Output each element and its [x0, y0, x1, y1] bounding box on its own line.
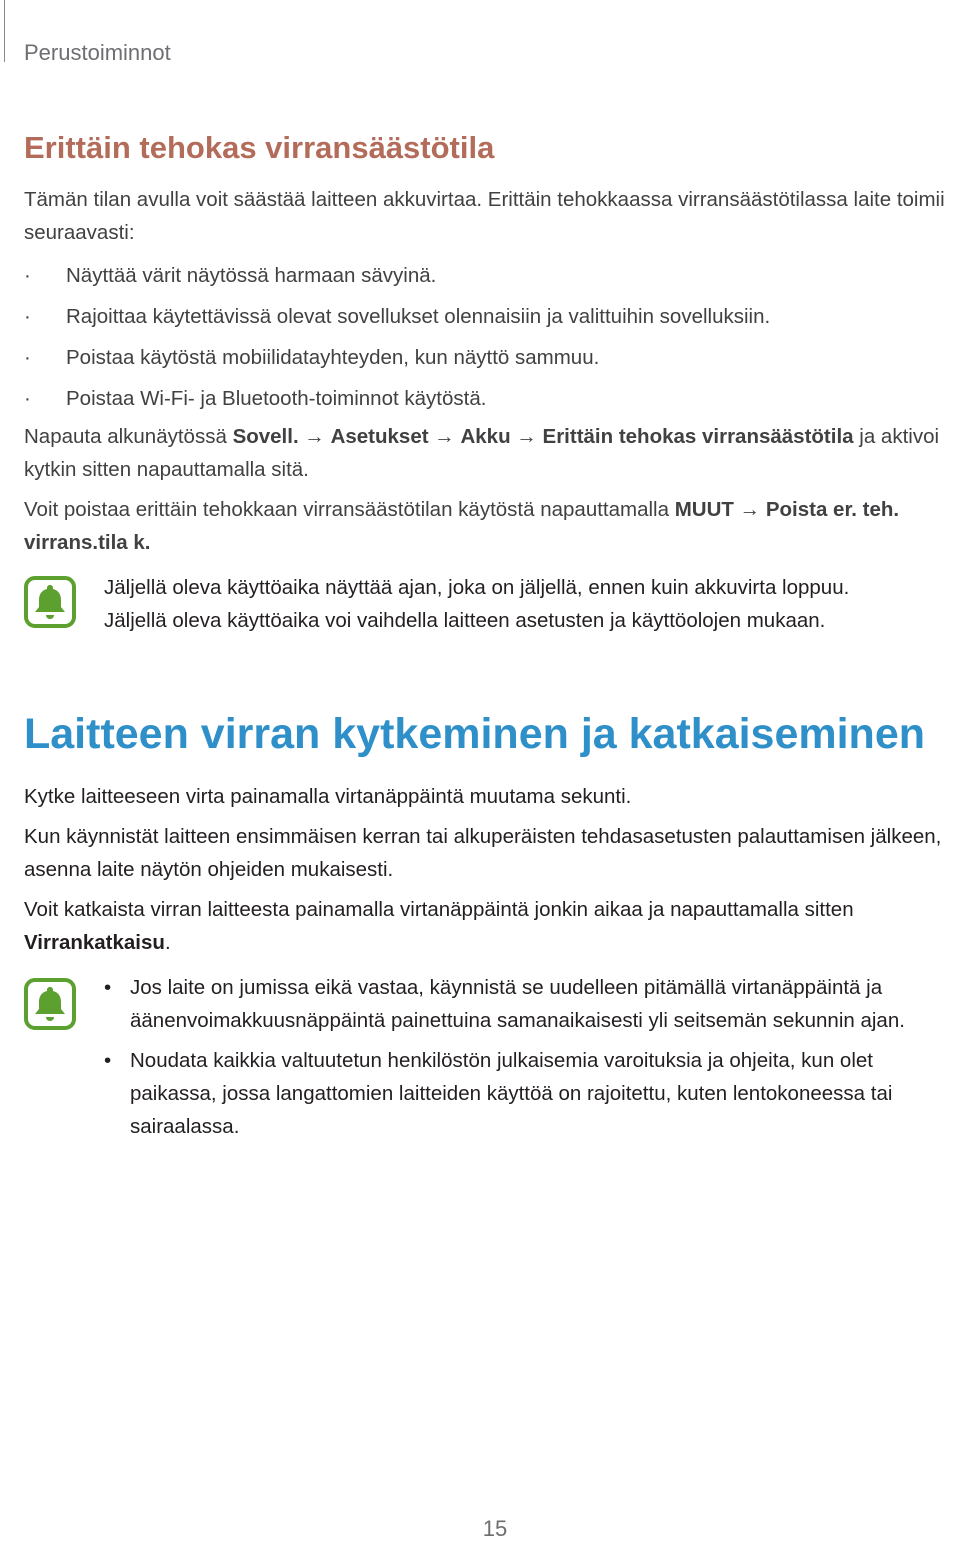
- disable-paragraph: Voit poistaa erittäin tehokkaan virransäästötilan käytöstä napauttamalla MUUT → Poista er. teh. virrans.tila k.: [24, 498, 900, 554]
- bullet-dot: ·: [24, 305, 31, 328]
- first-start-paragraph: Kun käynnistät laitteen ensimmäisen kerran tai alkuperäisten tehdasasetusten palauttamisen jälkeen, asenna laite näytön ohjeiden mukaisesti.: [24, 825, 942, 881]
- bullet-dot: ·: [24, 264, 31, 287]
- bullet-dot: ·: [24, 346, 31, 369]
- power-on-paragraph: Kytke laitteeseen virta painamalla virtanäppäintä muutama sekunti.: [24, 785, 632, 808]
- page-number: 15: [482, 1516, 508, 1541]
- instruction-paragraph: Napauta alkunäytössä Sovell. → Asetukset → Akku → Erittäin tehokas virransäästötila ja aktivoi kytkin sitten napauttamalla sitä.: [24, 425, 940, 481]
- bullet-dot: •: [104, 1049, 112, 1072]
- note-line: Jäljellä oleva käyttöaika voi vaihdella laitteen asetusten ja käyttöolojen mukaan.: [104, 609, 826, 632]
- page-edge-rule: [4, 0, 5, 62]
- power-off-paragraph: Voit katkaista virran laitteesta painamalla virtanäppäintä jonkin aikaa ja napauttamalla sitten Virrankatkaisu.: [24, 898, 854, 954]
- bell-notice-icon: [24, 978, 76, 1030]
- running-header: Perustoiminnot: [24, 40, 171, 65]
- section-title: Erittäin tehokas virransäästötila: [24, 130, 495, 165]
- note-line: Jäljellä oleva käyttöaika näyttää ajan, joka on jäljellä, ennen kuin akkuvirta loppuu.: [104, 576, 850, 599]
- section-intro: Tämän tilan avulla voit säästää laitteen akkuvirtaa. Erittäin tehokkaassa virransäästötilassa laite toimii seuraavasti:: [24, 188, 945, 244]
- bell-notice-icon: [24, 576, 76, 628]
- bullet-dot: •: [104, 976, 112, 999]
- bullet-dot: ·: [24, 387, 31, 410]
- page-title: Laitteen virran kytkeminen ja katkaiseminen: [24, 710, 926, 758]
